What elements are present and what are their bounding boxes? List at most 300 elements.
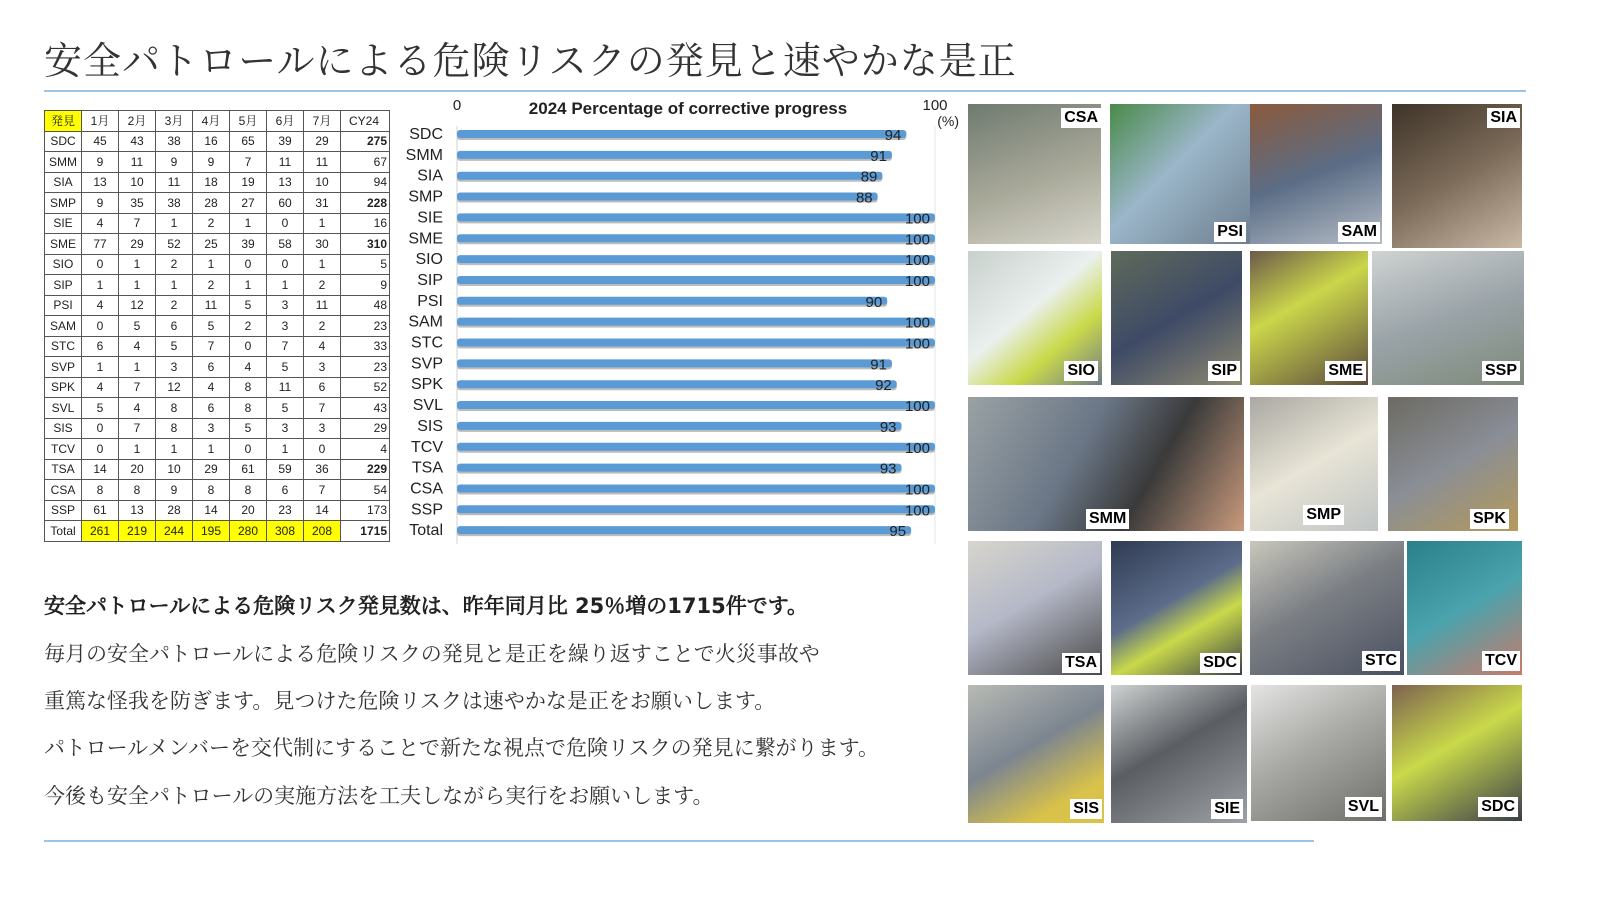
patrol-photo-sio bbox=[968, 251, 1102, 385]
month-value-cell: 27 bbox=[230, 193, 267, 214]
month-value-cell: 65 bbox=[230, 131, 267, 152]
month-value-cell: 3 bbox=[267, 295, 304, 316]
photo-label: TSA bbox=[1062, 653, 1100, 673]
patrol-photo-svl bbox=[1251, 685, 1386, 821]
photo-label: SMM bbox=[1086, 509, 1129, 529]
bar bbox=[457, 484, 935, 492]
month-value-cell: 10 bbox=[156, 459, 193, 480]
month-value-cell: 11 bbox=[193, 295, 230, 316]
month-value-cell: 3 bbox=[304, 357, 341, 378]
month-value-cell: 1 bbox=[82, 275, 119, 296]
row-site-cell: Total bbox=[45, 521, 82, 542]
month-value-cell: 0 bbox=[267, 254, 304, 275]
month-value-cell: 0 bbox=[82, 254, 119, 275]
photo-label: TCV bbox=[1482, 651, 1520, 671]
table-row bbox=[45, 418, 390, 439]
month-value-cell: 1 bbox=[267, 439, 304, 460]
month-value-cell: 8 bbox=[156, 398, 193, 419]
patrol-photo-sie bbox=[1111, 685, 1247, 823]
row-site-cell: TSA bbox=[45, 459, 82, 480]
category-label: TCV bbox=[411, 438, 443, 456]
row-site-cell: CSA bbox=[45, 480, 82, 501]
month-value-cell: 18 bbox=[193, 172, 230, 193]
month-value-cell: 9 bbox=[156, 480, 193, 501]
data-label: 91 bbox=[870, 147, 887, 165]
cy24-total-cell: 275 bbox=[341, 131, 390, 152]
table-header-cell: 2月 bbox=[119, 111, 156, 132]
month-value-cell: 14 bbox=[82, 459, 119, 480]
row-site-cell: SME bbox=[45, 234, 82, 255]
patrol-photo-spk bbox=[1388, 397, 1518, 531]
bar bbox=[457, 255, 935, 263]
table-row bbox=[45, 172, 390, 193]
month-value-cell: 5 bbox=[230, 418, 267, 439]
month-value-cell: 13 bbox=[119, 500, 156, 521]
month-value-cell: 14 bbox=[193, 500, 230, 521]
month-value-cell: 61 bbox=[82, 500, 119, 521]
month-value-cell: 1 bbox=[156, 439, 193, 460]
data-label: 100 bbox=[904, 502, 930, 520]
bar bbox=[457, 193, 878, 201]
bar bbox=[457, 380, 897, 388]
month-value-cell: 1 bbox=[119, 254, 156, 275]
bar bbox=[457, 359, 892, 367]
patrol-photo-tsa bbox=[968, 541, 1102, 675]
row-site-cell: PSI bbox=[45, 295, 82, 316]
month-value-cell: 4 bbox=[119, 398, 156, 419]
cy24-total-cell: 43 bbox=[341, 398, 390, 419]
cy24-total-cell: 310 bbox=[341, 234, 390, 255]
data-label: 94 bbox=[884, 127, 902, 144]
patrol-photo-smm bbox=[968, 397, 1244, 531]
month-value-cell: 0 bbox=[82, 316, 119, 337]
bar bbox=[457, 151, 892, 159]
month-value-cell: 3 bbox=[267, 316, 304, 337]
month-value-cell: 31 bbox=[304, 193, 341, 214]
table-header-cell: 7月 bbox=[304, 111, 341, 132]
patrol-photo-sam bbox=[1250, 104, 1382, 244]
month-total-cell: 308 bbox=[267, 521, 304, 542]
patrol-photo-sip bbox=[1111, 251, 1242, 385]
month-value-cell: 5 bbox=[82, 398, 119, 419]
month-value-cell: 58 bbox=[267, 234, 304, 255]
cy24-total-cell: 54 bbox=[341, 480, 390, 501]
data-label: 100 bbox=[904, 252, 930, 270]
data-label: 100 bbox=[904, 335, 930, 353]
month-value-cell: 8 bbox=[230, 377, 267, 398]
bar bbox=[457, 464, 902, 472]
month-value-cell: 9 bbox=[193, 152, 230, 173]
month-value-cell: 39 bbox=[230, 234, 267, 255]
patrol-photo-tcv bbox=[1407, 541, 1522, 675]
month-value-cell: 5 bbox=[267, 398, 304, 419]
month-total-cell: 261 bbox=[82, 521, 119, 542]
bar bbox=[457, 297, 887, 305]
row-site-cell: SDC bbox=[45, 131, 82, 152]
data-label: 100 bbox=[904, 272, 930, 290]
month-value-cell: 39 bbox=[267, 131, 304, 152]
cy24-total-cell: 9 bbox=[341, 275, 390, 296]
row-site-cell: SIS bbox=[45, 418, 82, 439]
month-value-cell: 12 bbox=[119, 295, 156, 316]
month-value-cell: 7 bbox=[193, 336, 230, 357]
month-value-cell: 1 bbox=[82, 357, 119, 378]
month-value-cell: 29 bbox=[119, 234, 156, 255]
data-label: 93 bbox=[879, 460, 897, 478]
month-value-cell: 9 bbox=[82, 152, 119, 173]
data-label: 100 bbox=[904, 481, 930, 499]
category-label: SMM bbox=[405, 146, 443, 164]
month-value-cell: 45 bbox=[82, 131, 119, 152]
row-site-cell: TCV bbox=[45, 439, 82, 460]
cy24-total-cell: 228 bbox=[341, 193, 390, 214]
corrective-progress-chart bbox=[395, 92, 965, 552]
category-label: SME bbox=[408, 230, 443, 248]
month-value-cell: 2 bbox=[156, 254, 193, 275]
month-value-cell: 60 bbox=[267, 193, 304, 214]
month-value-cell: 0 bbox=[267, 213, 304, 234]
row-site-cell: STC bbox=[45, 336, 82, 357]
month-value-cell: 30 bbox=[304, 234, 341, 255]
month-value-cell: 14 bbox=[304, 500, 341, 521]
cy24-total-cell: 173 bbox=[341, 500, 390, 521]
patrol-photo-sme bbox=[1250, 251, 1368, 385]
category-label: SVL bbox=[412, 397, 443, 415]
photo-label: CSA bbox=[1061, 108, 1101, 128]
category-label: SDC bbox=[409, 126, 443, 143]
data-label: 88 bbox=[855, 189, 873, 207]
month-value-cell: 7 bbox=[267, 336, 304, 357]
category-label: CSA bbox=[410, 480, 443, 498]
table-row bbox=[45, 275, 390, 296]
data-label: 100 bbox=[904, 231, 930, 249]
month-value-cell: 5 bbox=[119, 316, 156, 337]
photo-label: SIO bbox=[1064, 361, 1098, 381]
month-value-cell: 8 bbox=[230, 480, 267, 501]
data-label: 100 bbox=[904, 210, 930, 228]
month-value-cell: 1 bbox=[193, 254, 230, 275]
month-value-cell: 13 bbox=[267, 172, 304, 193]
body-line-1: 毎月の安全パトロールによる危険リスクの発見と是正を繰り返すことで火災事故や bbox=[44, 642, 820, 666]
patrol-photo-sdc-2 bbox=[1392, 685, 1522, 821]
month-value-cell: 0 bbox=[82, 439, 119, 460]
month-value-cell: 0 bbox=[230, 254, 267, 275]
month-value-cell: 10 bbox=[304, 172, 341, 193]
table-row bbox=[45, 193, 390, 214]
month-value-cell: 4 bbox=[82, 377, 119, 398]
month-value-cell: 23 bbox=[267, 500, 304, 521]
month-value-cell: 8 bbox=[156, 418, 193, 439]
month-value-cell: 2 bbox=[193, 275, 230, 296]
cy24-total-cell: 4 bbox=[341, 439, 390, 460]
table-total-row bbox=[45, 521, 390, 542]
month-value-cell: 1 bbox=[119, 357, 156, 378]
table-row bbox=[45, 254, 390, 275]
bar bbox=[457, 213, 935, 221]
month-value-cell: 3 bbox=[156, 357, 193, 378]
table-header-cell: 1月 bbox=[82, 111, 119, 132]
month-value-cell: 5 bbox=[230, 295, 267, 316]
month-value-cell: 38 bbox=[156, 193, 193, 214]
photo-label: SME bbox=[1325, 361, 1366, 381]
month-value-cell: 11 bbox=[304, 152, 341, 173]
category-label: SIA bbox=[417, 167, 443, 185]
month-value-cell: 28 bbox=[193, 193, 230, 214]
month-value-cell: 7 bbox=[119, 377, 156, 398]
bar bbox=[457, 130, 906, 138]
category-label: PSI bbox=[417, 292, 443, 310]
category-label: TSA bbox=[411, 459, 443, 477]
cy24-total-cell: 5 bbox=[341, 254, 390, 275]
month-value-cell: 25 bbox=[193, 234, 230, 255]
photo-label: STC bbox=[1362, 651, 1400, 671]
month-value-cell: 19 bbox=[230, 172, 267, 193]
page-title: 安全パトロールによる危険リスクの発見と速やかな是正 bbox=[44, 39, 1017, 83]
table-header-cell: CY24 bbox=[341, 111, 390, 132]
table-row bbox=[45, 480, 390, 501]
bar bbox=[457, 422, 902, 430]
photo-label: SSP bbox=[1482, 361, 1520, 381]
month-value-cell: 2 bbox=[304, 316, 341, 337]
row-site-cell: SVL bbox=[45, 398, 82, 419]
month-value-cell: 0 bbox=[82, 418, 119, 439]
month-value-cell: 6 bbox=[193, 357, 230, 378]
month-value-cell: 6 bbox=[304, 377, 341, 398]
data-label: 100 bbox=[904, 398, 930, 416]
month-value-cell: 38 bbox=[156, 131, 193, 152]
table-row bbox=[45, 336, 390, 357]
data-label: 90 bbox=[865, 293, 883, 311]
patrol-photo-sia bbox=[1392, 104, 1522, 248]
table-body bbox=[45, 131, 390, 541]
month-value-cell: 1 bbox=[156, 213, 193, 234]
month-value-cell: 4 bbox=[193, 377, 230, 398]
month-value-cell: 2 bbox=[304, 275, 341, 296]
category-label: SPK bbox=[410, 376, 443, 394]
findings-table bbox=[44, 110, 390, 542]
table-row bbox=[45, 377, 390, 398]
body-line-4: 今後も安全パトロールの実施方法を工夫しながら実行をお願いします。 bbox=[44, 784, 714, 808]
month-value-cell: 11 bbox=[156, 172, 193, 193]
month-value-cell: 20 bbox=[230, 500, 267, 521]
table-row bbox=[45, 234, 390, 255]
body-line-2: 重篤な怪我を防ぎます。見つけた危険リスクは速やかな是正をお願いします。 bbox=[44, 689, 776, 713]
row-site-cell: SIO bbox=[45, 254, 82, 275]
data-label: 93 bbox=[879, 418, 897, 436]
cy24-total-cell: 16 bbox=[341, 213, 390, 234]
data-label: 100 bbox=[904, 439, 930, 457]
month-value-cell: 0 bbox=[230, 336, 267, 357]
month-value-cell: 7 bbox=[304, 398, 341, 419]
month-value-cell: 1 bbox=[193, 439, 230, 460]
month-value-cell: 10 bbox=[119, 172, 156, 193]
month-value-cell: 7 bbox=[304, 480, 341, 501]
month-value-cell: 29 bbox=[304, 131, 341, 152]
row-site-cell: SMM bbox=[45, 152, 82, 173]
table-row bbox=[45, 213, 390, 234]
month-total-cell: 195 bbox=[193, 521, 230, 542]
table-row bbox=[45, 295, 390, 316]
month-value-cell: 6 bbox=[156, 316, 193, 337]
photo-label: SPK bbox=[1470, 509, 1509, 529]
data-label: 100 bbox=[904, 314, 930, 332]
month-value-cell: 12 bbox=[156, 377, 193, 398]
grand-total-cell: 1715 bbox=[341, 521, 390, 542]
month-value-cell: 7 bbox=[230, 152, 267, 173]
month-value-cell: 11 bbox=[304, 295, 341, 316]
month-value-cell: 13 bbox=[82, 172, 119, 193]
month-value-cell: 61 bbox=[230, 459, 267, 480]
row-site-cell: SIP bbox=[45, 275, 82, 296]
table-header-row bbox=[45, 111, 390, 132]
patrol-photo-ssp bbox=[1372, 251, 1524, 385]
month-value-cell: 1 bbox=[304, 254, 341, 275]
cy24-total-cell: 23 bbox=[341, 316, 390, 337]
photo-label: SDC bbox=[1478, 797, 1518, 817]
bar bbox=[457, 234, 935, 242]
x-axis-min-label: 0 bbox=[452, 97, 462, 114]
month-value-cell: 20 bbox=[119, 459, 156, 480]
row-site-cell: SAM bbox=[45, 316, 82, 337]
month-value-cell: 1 bbox=[230, 213, 267, 234]
month-value-cell: 7 bbox=[119, 418, 156, 439]
patrol-photo-smp bbox=[1250, 397, 1378, 531]
chart-title: 2024 Percentage of corrective progress bbox=[528, 99, 848, 118]
month-value-cell: 4 bbox=[82, 213, 119, 234]
month-value-cell: 5 bbox=[267, 357, 304, 378]
row-site-cell: SSP bbox=[45, 500, 82, 521]
cy24-total-cell: 229 bbox=[341, 459, 390, 480]
month-value-cell: 9 bbox=[82, 193, 119, 214]
bar bbox=[457, 276, 935, 284]
data-label: 92 bbox=[875, 377, 892, 395]
month-value-cell: 36 bbox=[304, 459, 341, 480]
month-value-cell: 8 bbox=[230, 398, 267, 419]
month-value-cell: 6 bbox=[267, 480, 304, 501]
month-value-cell: 4 bbox=[82, 295, 119, 316]
month-value-cell: 7 bbox=[119, 213, 156, 234]
cy24-total-cell: 48 bbox=[341, 295, 390, 316]
table-header-cell: 発見 bbox=[45, 111, 82, 132]
month-total-cell: 244 bbox=[156, 521, 193, 542]
month-value-cell: 8 bbox=[82, 480, 119, 501]
category-label: SIP bbox=[417, 271, 443, 289]
photo-label: SIE bbox=[1211, 799, 1243, 819]
cy24-total-cell: 67 bbox=[341, 152, 390, 173]
patrol-photo-psi bbox=[1110, 104, 1250, 244]
month-total-cell: 219 bbox=[119, 521, 156, 542]
category-label: SSP bbox=[410, 501, 443, 519]
photo-label: SVL bbox=[1345, 797, 1382, 817]
bar bbox=[457, 172, 882, 180]
row-site-cell: SIE bbox=[45, 213, 82, 234]
category-label: SAM bbox=[408, 313, 443, 331]
photo-label: SIA bbox=[1487, 108, 1520, 128]
summary-lead: 安全パトロールによる危険リスク発見数は、昨年同月比 25％増の1715件です。 bbox=[44, 594, 809, 618]
month-value-cell: 28 bbox=[156, 500, 193, 521]
month-value-cell: 35 bbox=[119, 193, 156, 214]
month-value-cell: 1 bbox=[267, 275, 304, 296]
photo-label: SAM bbox=[1338, 222, 1380, 242]
month-value-cell: 1 bbox=[119, 439, 156, 460]
month-value-cell: 4 bbox=[119, 336, 156, 357]
month-value-cell: 6 bbox=[193, 398, 230, 419]
month-value-cell: 29 bbox=[193, 459, 230, 480]
bar bbox=[457, 318, 935, 326]
patrol-photo-sdc-1 bbox=[1111, 541, 1242, 675]
month-value-cell: 59 bbox=[267, 459, 304, 480]
bar bbox=[457, 526, 911, 534]
month-value-cell: 2 bbox=[156, 295, 193, 316]
month-value-cell: 2 bbox=[193, 213, 230, 234]
month-value-cell: 3 bbox=[304, 418, 341, 439]
category-label: SIE bbox=[417, 209, 443, 227]
month-value-cell: 16 bbox=[193, 131, 230, 152]
month-total-cell: 280 bbox=[230, 521, 267, 542]
month-value-cell: 5 bbox=[193, 316, 230, 337]
month-value-cell: 5 bbox=[156, 336, 193, 357]
month-value-cell: 1 bbox=[119, 275, 156, 296]
table-header-cell: 4月 bbox=[193, 111, 230, 132]
month-value-cell: 8 bbox=[119, 480, 156, 501]
cy24-total-cell: 23 bbox=[341, 357, 390, 378]
category-label: SIS bbox=[417, 417, 443, 435]
body-line-3: パトロールメンバーを交代制にすることで新たな視点で危険リスクの発見に繋がります。 bbox=[44, 736, 879, 760]
category-label: SIO bbox=[415, 251, 443, 269]
bar bbox=[457, 505, 935, 513]
table-row bbox=[45, 152, 390, 173]
bottom-divider bbox=[44, 840, 1314, 842]
photo-label: PSI bbox=[1214, 222, 1246, 242]
table-row bbox=[45, 439, 390, 460]
month-value-cell: 77 bbox=[82, 234, 119, 255]
table-row bbox=[45, 500, 390, 521]
cy24-total-cell: 29 bbox=[341, 418, 390, 439]
cy24-total-cell: 94 bbox=[341, 172, 390, 193]
month-value-cell: 4 bbox=[230, 357, 267, 378]
month-value-cell: 8 bbox=[193, 480, 230, 501]
bar bbox=[457, 443, 935, 451]
cy24-total-cell: 52 bbox=[341, 377, 390, 398]
month-value-cell: 0 bbox=[304, 439, 341, 460]
month-value-cell: 11 bbox=[119, 152, 156, 173]
table-row bbox=[45, 357, 390, 378]
month-value-cell: 52 bbox=[156, 234, 193, 255]
month-value-cell: 6 bbox=[82, 336, 119, 357]
month-value-cell: 11 bbox=[267, 152, 304, 173]
bar bbox=[457, 339, 935, 347]
table-row bbox=[45, 459, 390, 480]
month-total-cell: 208 bbox=[304, 521, 341, 542]
unit-label: (%) bbox=[937, 113, 959, 129]
month-value-cell: 0 bbox=[230, 439, 267, 460]
row-site-cell: SIA bbox=[45, 172, 82, 193]
patrol-photo-csa bbox=[968, 104, 1101, 244]
data-label: 89 bbox=[860, 168, 878, 186]
table-header-cell: 3月 bbox=[156, 111, 193, 132]
table-row bbox=[45, 131, 390, 152]
photo-label: SIS bbox=[1070, 799, 1102, 819]
table-header-cell: 6月 bbox=[267, 111, 304, 132]
cy24-total-cell: 33 bbox=[341, 336, 390, 357]
row-site-cell: SMP bbox=[45, 193, 82, 214]
photo-label: SDC bbox=[1200, 653, 1240, 673]
month-value-cell: 2 bbox=[230, 316, 267, 337]
month-value-cell: 1 bbox=[304, 213, 341, 234]
category-label: Total bbox=[409, 522, 443, 540]
month-value-cell: 4 bbox=[304, 336, 341, 357]
row-site-cell: SVP bbox=[45, 357, 82, 378]
